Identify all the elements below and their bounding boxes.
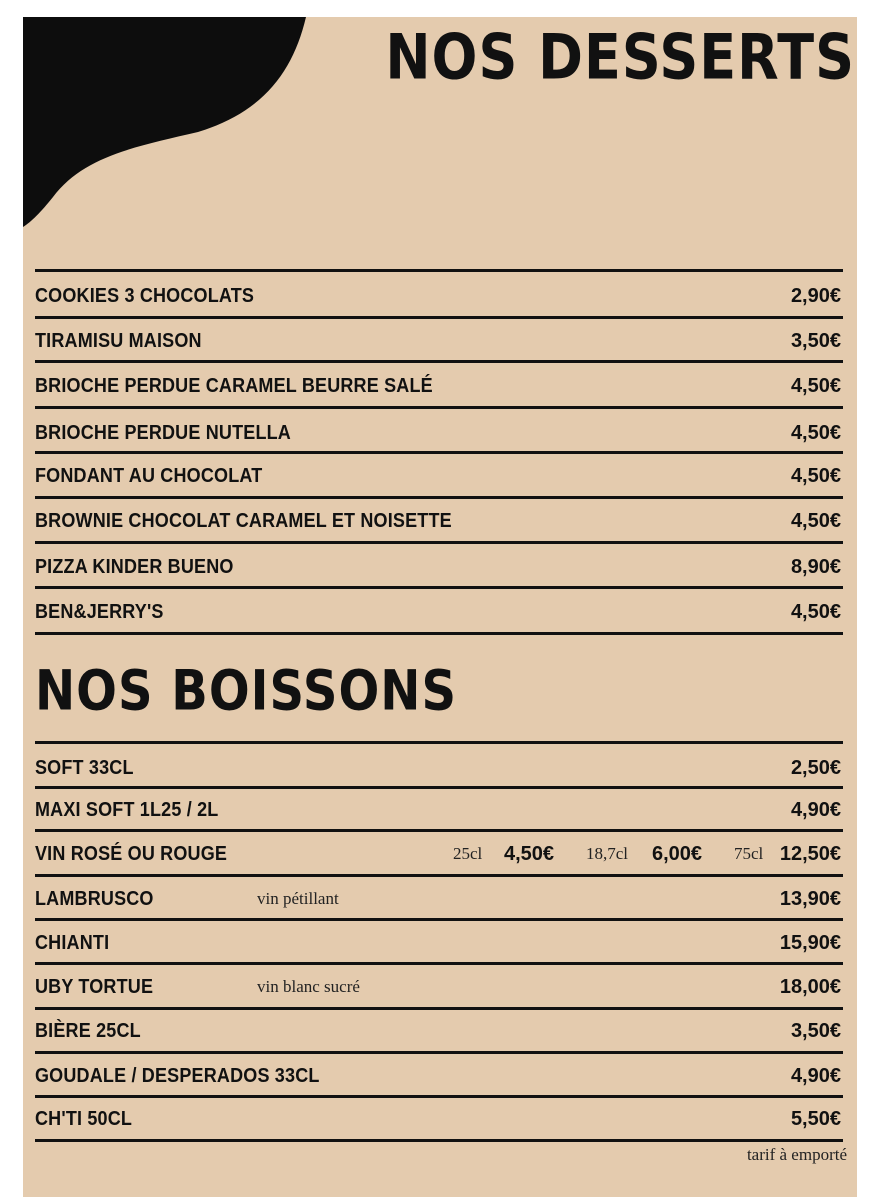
wine-price-large: 12,50€ [779,842,841,865]
drink-note: vin pétillant [257,889,339,908]
drink-row [35,1099,841,1139]
drink-price: 13,90€ [779,887,841,910]
drink-name: MAXI SOFT 1L25 / 2L [35,798,219,821]
dessert-row [35,413,841,453]
drink-price: 3,50€ [790,1019,841,1042]
drink-name: UBY TORTUE [35,975,154,998]
drink-row [35,834,841,874]
drink-note: vin blanc sucré [257,977,360,996]
dessert-price: 2,90€ [790,284,841,307]
drink-row [35,923,841,963]
drink-row [35,967,841,1007]
drink-price: 2,50€ [790,756,841,779]
dessert-name: COOKIES 3 CHOCOLATS [35,284,255,307]
drink-price: 4,90€ [790,798,841,821]
desserts-title: NOS DESSERTS [385,21,855,94]
menu-page [23,17,857,1197]
dessert-name: TIRAMISU MAISON [35,329,202,352]
dessert-price: 4,50€ [790,464,841,487]
divider [35,1139,843,1142]
dessert-price: 3,50€ [790,329,841,352]
dessert-name: PIZZA KINDER BUENO [35,555,234,578]
dessert-row [35,456,841,496]
drink-row [35,748,841,788]
divider [35,269,843,272]
dessert-name: BROWNIE CHOCOLAT CARAMEL ET NOISETTE [35,509,452,532]
divider [35,1051,843,1054]
dessert-name: BRIOCHE PERDUE NUTELLA [35,421,291,444]
drink-name: SOFT 33CL [35,756,134,779]
divider [35,451,843,454]
dessert-row [35,321,841,361]
decorative-blob [23,17,323,232]
wine-size-small: 25cl [453,844,483,863]
drink-price: 18,00€ [779,975,841,998]
dessert-price: 4,50€ [790,600,841,623]
wine-size-large: 75cl [734,844,764,863]
wine-price-medium: 6,00€ [652,842,703,865]
footer-note: tarif à emporté [746,1145,847,1164]
drink-name: LAMBRUSCO [35,887,154,910]
divider [35,962,843,965]
wine-size-medium: 18,7cl [586,844,629,863]
drink-row [35,879,841,919]
dessert-price: 4,50€ [790,421,841,444]
dessert-row [35,366,841,406]
dessert-row [35,547,841,587]
divider [35,829,843,832]
divider [35,1095,843,1098]
drink-name: VIN ROSÉ OU ROUGE [35,842,228,865]
drink-row [35,1011,841,1051]
drink-price: 4,90€ [790,1064,841,1087]
divider [35,496,843,499]
drink-row [35,790,841,830]
drink-name: CH'TI 50CL [35,1107,133,1130]
dessert-row [35,592,841,632]
divider [35,406,843,409]
drink-row [35,1056,841,1096]
dessert-price: 4,50€ [790,509,841,532]
boissons-title: NOS BOISSONS [35,659,458,724]
divider [35,874,843,877]
divider [35,316,843,319]
dessert-name: BEN&JERRY'S [35,600,164,623]
dessert-price: 4,50€ [790,374,841,397]
divider [35,541,843,544]
dessert-row [35,501,841,541]
divider [35,741,843,744]
dessert-row [35,276,841,316]
drink-price: 5,50€ [790,1107,841,1130]
divider [35,632,843,635]
divider [35,1007,843,1010]
dessert-price: 8,90€ [790,555,841,578]
divider [35,786,843,789]
divider [35,918,843,921]
divider [35,360,843,363]
wine-price-small: 4,50€ [504,842,555,865]
drink-name: CHIANTI [35,931,110,954]
drink-name: BIÈRE 25CL [35,1019,141,1042]
drink-name: GOUDALE / DESPERADOS 33CL [35,1064,320,1087]
dessert-name: BRIOCHE PERDUE CARAMEL BEURRE SALÉ [35,374,433,397]
dessert-name: FONDANT AU CHOCOLAT [35,464,263,487]
drink-price: 15,90€ [779,931,841,954]
divider [35,586,843,589]
